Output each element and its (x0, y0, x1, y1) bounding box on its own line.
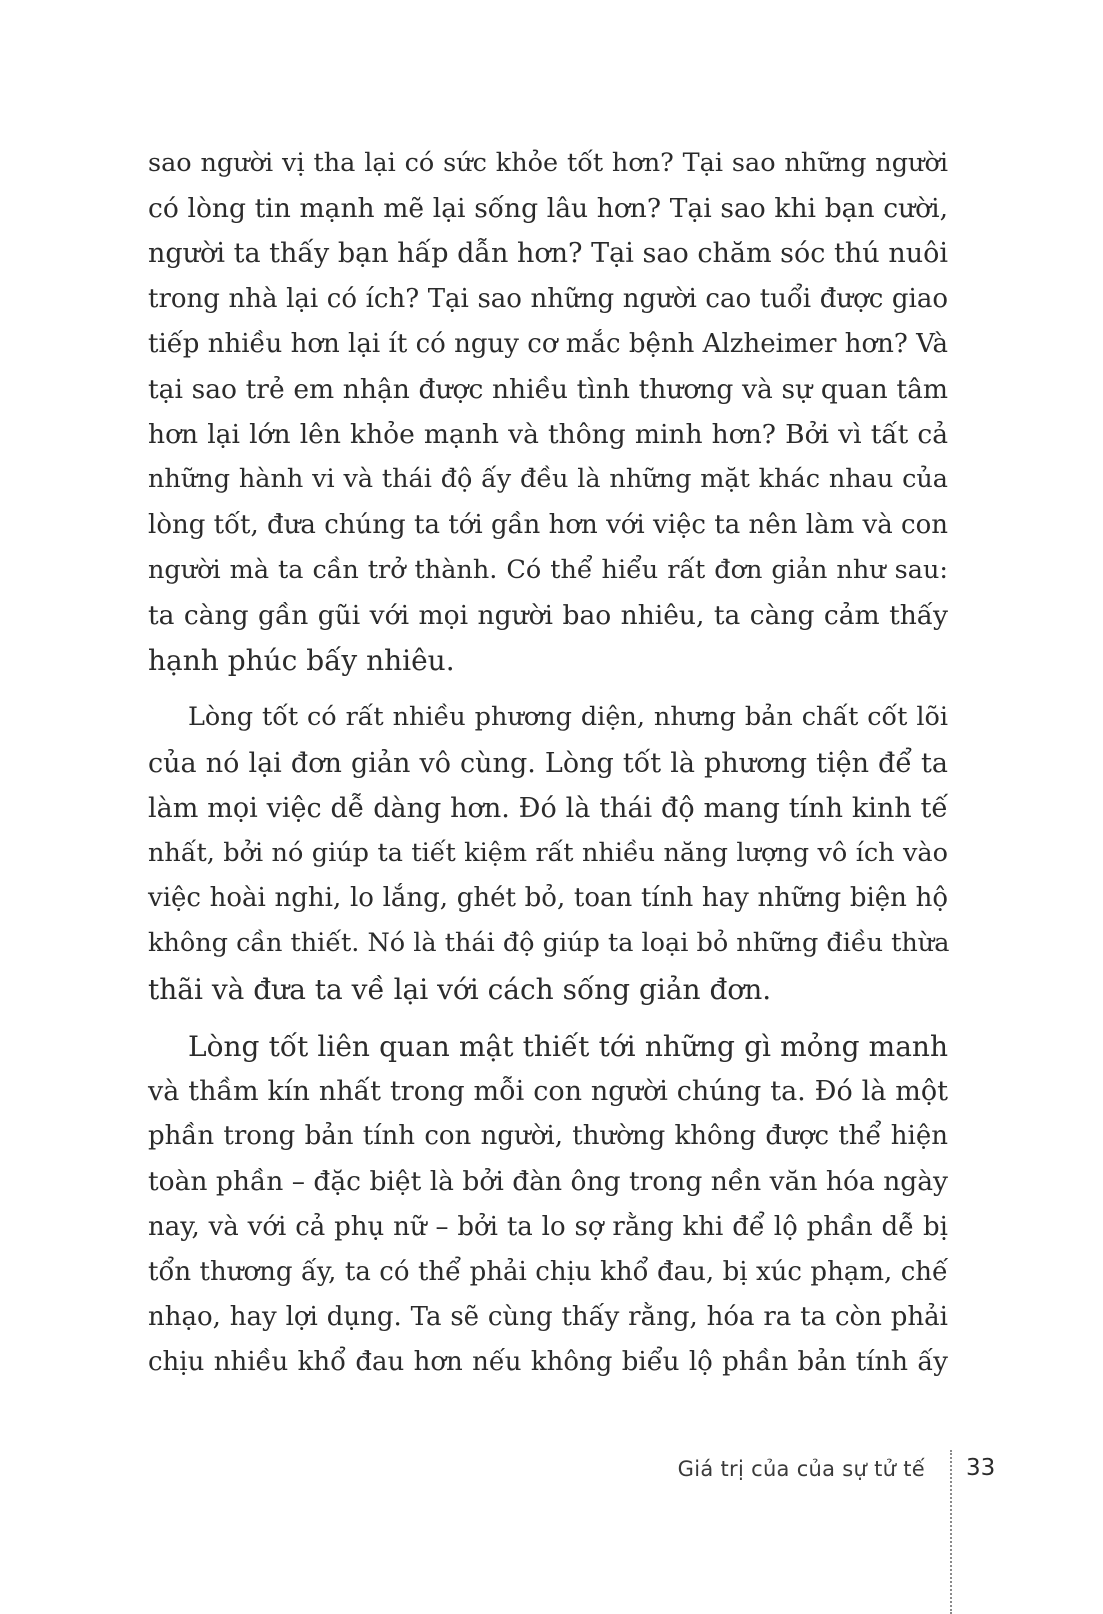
text-line: tiếp nhiều hơn lại ít có nguy cơ mắc bệnh Alzheimer hơn? Và (148, 328, 948, 359)
text-line: tại sao trẻ em nhận được nhiều tình thương và sự quan tâm (148, 374, 948, 406)
text-line: hạnh phúc bấy nhiêu. (148, 644, 455, 678)
text-line: trong nhà lại có ích? Tại sao những người cao tuổi được giao (148, 283, 948, 314)
paragraph-1 (148, 141, 948, 683)
text-line: hơn lại lớn lên khỏe mạnh và thông minh hơn? Bởi vì tất cả (148, 419, 948, 451)
text-line: ta càng gần gũi với mọi người bao nhiêu, ta càng cảm thấy (148, 600, 948, 632)
text-line: nay, và với cả phụ nữ – bởi ta lo sợ rằng khi để lộ phần dễ bị (148, 1211, 948, 1242)
page-footer (0, 1450, 1103, 1614)
paragraph-2 (148, 695, 948, 1011)
text-line: người ta thấy bạn hấp dẫn hơn? Tại sao chăm sóc thú nuôi (148, 238, 948, 270)
text-line: việc hoài nghi, lo lắng, ghét bỏ, toan tính hay những biện hộ (148, 883, 948, 914)
text-line: người mà ta cần trở thành. Có thể hiểu rất đơn giản như sau: (148, 554, 948, 585)
text-line: phần trong bản tính con người, thường không được thể hiện (148, 1121, 948, 1152)
text-line: nhất, bởi nó giúp ta tiết kiệm rất nhiều năng lượng vô ích vào (148, 838, 948, 869)
text-line: có lòng tin mạnh mẽ lại sống lâu hơn? Tại sao khi bạn cười, (148, 193, 948, 225)
page-number: 33 (966, 1455, 996, 1481)
body-text (148, 141, 948, 1385)
paragraph-3 (148, 1024, 948, 1386)
text-line: toàn phần – đặc biệt là bởi đàn ông trong nền văn hóa ngày (148, 1166, 948, 1198)
text-line: chịu nhiều khổ đau hơn nếu không biểu lộ phần bản tính ấy (148, 1347, 948, 1378)
paragraph-gap (148, 683, 948, 695)
text-line: của nó lại đơn giản vô cùng. Lòng tốt là phương tiện để ta (148, 747, 948, 779)
text-line: làm mọi việc dễ dàng hơn. Đó là thái độ mang tính kinh tế (148, 792, 948, 824)
text-line: tổn thương ấy, ta có thể phải chịu khổ đau, bị xúc phạm, chế (148, 1256, 948, 1287)
text-line: lòng tốt, đưa chúng ta tới gần hơn với việc ta nên làm và con (148, 509, 948, 540)
text-line: và thầm kín nhất trong mỗi con người chúng ta. Đó là một (148, 1076, 948, 1108)
text-line: không cần thiết. Nó là thái độ giúp ta loại bỏ những điều thừa (148, 928, 950, 959)
text-line: nhạo, hay lợi dụng. Ta sẽ cùng thấy rằng, hóa ra ta còn phải (148, 1302, 948, 1333)
text-line: Lòng tốt có rất nhiều phương diện, nhưng bản chất cốt lõi (188, 702, 948, 733)
text-line: những hành vi và thái độ ấy đều là những mặt khác nhau của (148, 464, 948, 495)
paragraph-gap (148, 1012, 948, 1024)
dotted-divider (950, 1450, 952, 1614)
text-line: thãi và đưa ta về lại với cách sống giản đơn. (148, 972, 772, 1006)
running-title: Giá trị của của sự tử tế (677, 1457, 925, 1481)
text-line: sao người vị tha lại có sức khỏe tốt hơn? Tại sao những người (148, 148, 948, 178)
text-line: Lòng tốt liên quan mật thiết tới những gì mỏng manh (188, 1029, 948, 1063)
